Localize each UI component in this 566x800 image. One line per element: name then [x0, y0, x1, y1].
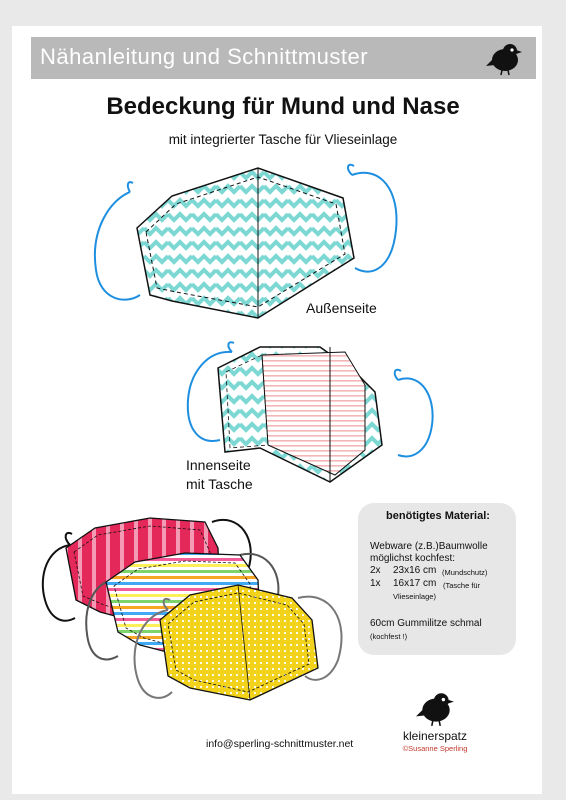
header-title: Nähanleitung und Schnittmuster	[40, 44, 369, 69]
material-item2-note-line1: (Tasche für	[443, 581, 481, 590]
material-elastic-note: (kochfest !)	[370, 632, 408, 641]
brand-name: kleinerspatz	[402, 729, 468, 743]
inside-label-line1: Innenseite	[186, 457, 251, 473]
material-fabric-line2: möglichst kochfest:	[370, 553, 456, 564]
material-item2-note-line2: Vlieseinlage)	[393, 592, 436, 601]
material-elastic: 60cm Gummilitze schmal	[370, 618, 482, 629]
brand-copyright: ©Susanne Sperling	[402, 744, 468, 753]
outside-label: Außenseite	[306, 300, 377, 316]
page-title: Bedeckung für Mund und Nase	[106, 93, 460, 120]
inside-label-line2: mit Tasche	[186, 476, 253, 492]
page-subtitle: mit integrierter Tasche für Vlieseinlage	[168, 132, 398, 147]
outside-mask-drawing	[95, 165, 397, 318]
contact-email[interactable]: info@sperling-schnittmuster.net	[206, 738, 354, 750]
material-item2-qty: 1x	[370, 578, 381, 589]
material-fabric-line1: Webware (z.B.)Baumwolle	[370, 541, 488, 552]
material-item1-note: (Mundschutz)	[442, 568, 488, 577]
material-heading: benötigtes Material:	[386, 510, 490, 522]
material-item1-size: 23x16 cm	[393, 565, 437, 576]
material-item1-qty: 2x	[370, 565, 381, 576]
brand-bird-icon	[416, 688, 456, 728]
material-item2-size: 16x17 cm	[393, 578, 437, 589]
